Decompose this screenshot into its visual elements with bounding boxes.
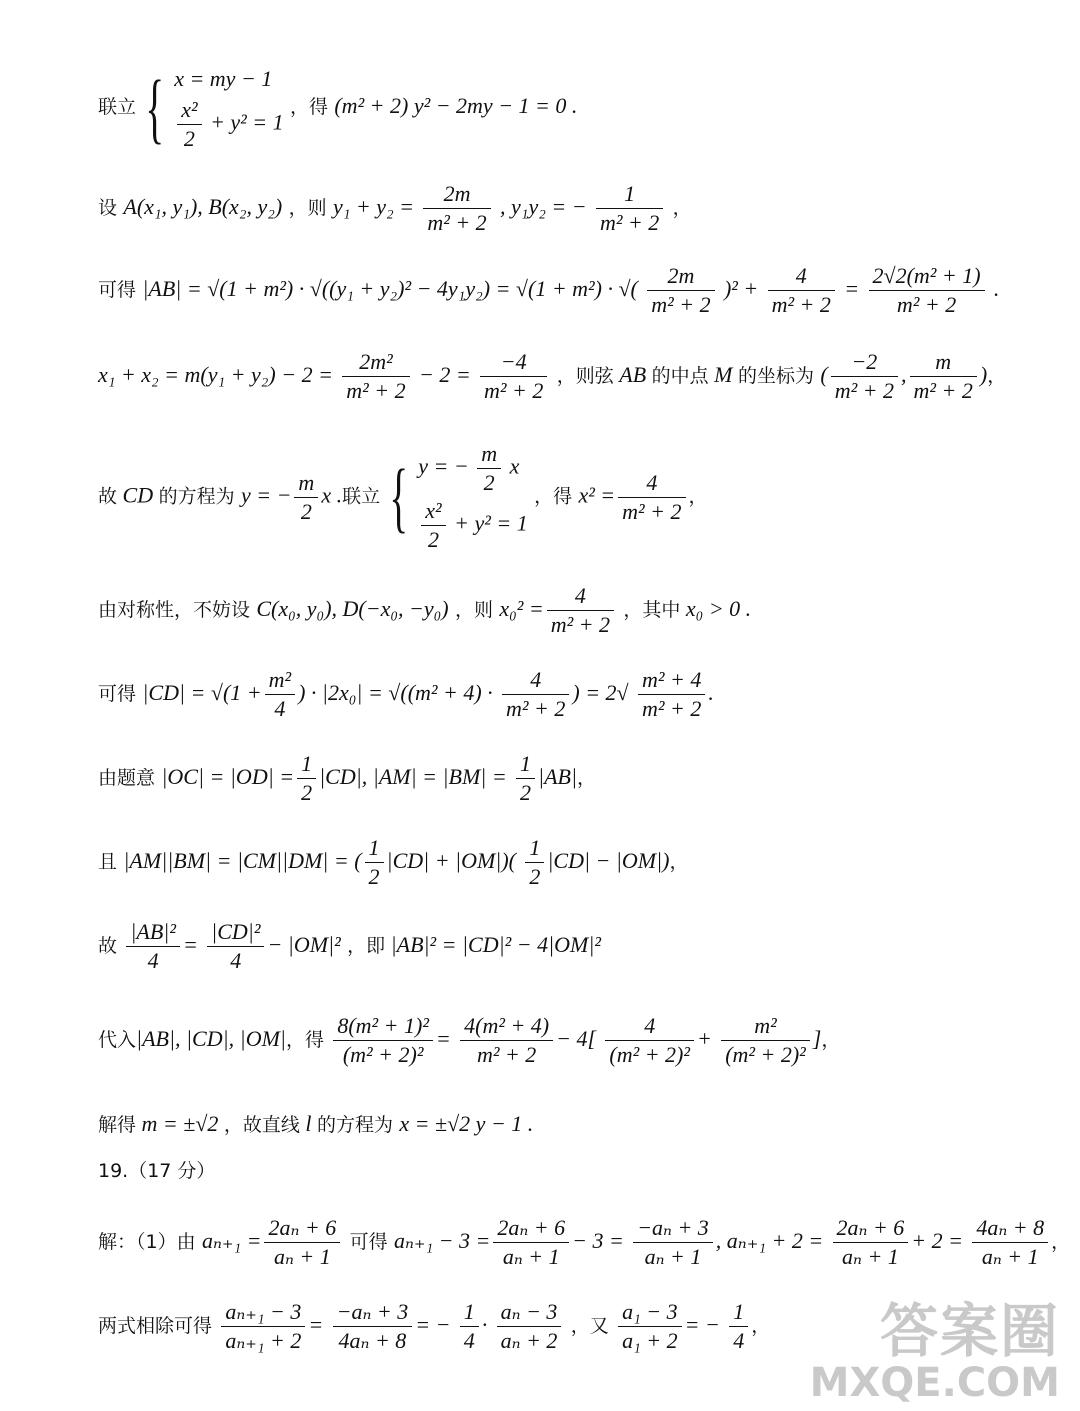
math-line: 两式相除可得 $\frac{\text{aₙ₊₁ − 3}}{\text{aₙ₊₁ + 2}}$ = $\frac{\text{−aₙ + 3}}{\text{4aₙ + 8}}$ = − $\frac{1}{4}$ · $\frac{\text{aₙ − 3}}{\text{aₙ + 2}}$ ，又 $\frac{\text{a₁ − 3}}{\text{a₁ + 2}}$ = − $\frac{1}{4}$ ， xyxy=(98,1299,771,1353)
watermark-logo xyxy=(809,1297,1060,1406)
math-line: 由题意 |OC| = |OD| = $\frac{1}{2}$ |CD|, |AM| = |BM| = $\frac{1}{2}$ |AB|， xyxy=(98,751,597,805)
math-line: 解得 m = ±√2 ，故直线 l 的方程为 x = ±√2 y − 1 . xyxy=(98,1111,534,1136)
math-line: 联立 { x = my − 1 $\frac{\text{x²}}{2}$ + y² = 1 ，得 (m² + 2) y² − 2my − 1 = 0 . xyxy=(98,63,578,151)
math-line: 解：（1）由 aₙ₊₁ = $\frac{\text{2aₙ + 6}}{\text{aₙ + 1}}$ 可得 aₙ₊₁ − 3 = $\frac{\text{2aₙ + 6}}{\text{aₙ + 1}}$ − 3 = $\frac{\text{−aₙ + 3}}{\text{aₙ + 1}}$ , aₙ₊₁ + 2 = $\frac{\text{2aₙ + 6}}{\text{aₙ + 1}}$ + 2 = $\frac{\text{4aₙ + 8}}{\text{aₙ + 1}}$ ， xyxy=(98,1215,1071,1269)
math-line: 代入|AB|, |CD|, |OM|，得 $\frac{\text{8(m² + 1)²}}{\text{(m² + 2)²}}$ = $\frac{\text{4(m² + 4)}}{\text{m² + 2}}$ − 4[ $\frac{4}{\text{(m² + 2)²}}$ + $\frac{\text{m²}}{\text{(m² + 2)²}}$ ]， xyxy=(98,1013,841,1067)
watermark-url: MXQE.COM xyxy=(809,1360,1060,1406)
math-line: x₁ + x₂ = m(y₁ + y₂) − 2 = $\frac{\text{2m²}}{\text{m² + 2}}$ − 2 = $\frac{-4}{\text{m² + 2}}$ ，则弦 AB 的中点 M 的坐标为 ( $\frac{-2}{\text{m² + 2}}$ , $\frac{m}{\text{m² + 2}}$ )， xyxy=(98,349,1007,403)
math-line: 且 |AM||BM| = |CM||DM| = ( $\frac{1}{2}$ |CD| + |OM|)( $\frac{1}{2}$ |CD| − |OM|)， xyxy=(98,835,689,889)
math-line: 故 CD 的方程为 y = − $\frac{m}{2}$ x .联立 { y = − $\frac{m}{2}$ x $\frac{\text{x²}}{2}$ + y² = 1 ，得 x² = $\frac{4}{\text{m² + 2}}$ ， xyxy=(98,441,708,552)
watermark-big: 答案圈 xyxy=(879,1297,1060,1365)
math-line: 可得 |AB| = √(1 + m²) · √((y₁ + y₂)² − 4y₁y₂) = √(1 + m²) · √( $\frac{2m}{\text{m² + 2}}$ )² + $\frac{4}{\text{m² + 2}}$ = $\frac{\text{2√2(m² + 1)}}{\text{m² + 2}}$ . xyxy=(98,263,1000,317)
math-line: 由对称性，不妨设 C(x₀, y₀), D(−x₀, −y₀) ，则 x₀² = $\frac{4}{\text{m² + 2}}$ ，其中 x₀ > 0 . xyxy=(98,583,752,637)
math-line: 故 $\frac{\text{|AB|²}}{4}$ = $\frac{\text{|CD|²}}{4}$ − |OM|² ，即 |AB|² = |CD|² − 4|OM|² xyxy=(98,919,601,973)
section-heading: 19.（17 分） xyxy=(98,1160,216,1182)
math-line: 可得 |CD| = √(1 + $\frac{\text{m²}}{4}$ ) · |2x₀| = √((m² + 4) · $\frac{4}{\text{m² + 2}}$ ) = 2√ $\frac{\text{m² + 4}}{\text{m² + 2}}$ . xyxy=(98,667,714,721)
math-line: 设 A(x₁, y₁), B(x₂, y₂) ，则 y₁ + y₂ = $\frac{2m}{\text{m² + 2}}$ , y₁y₂ = − $\frac{1}{\text{m² + 2}}$ ， xyxy=(98,181,692,235)
